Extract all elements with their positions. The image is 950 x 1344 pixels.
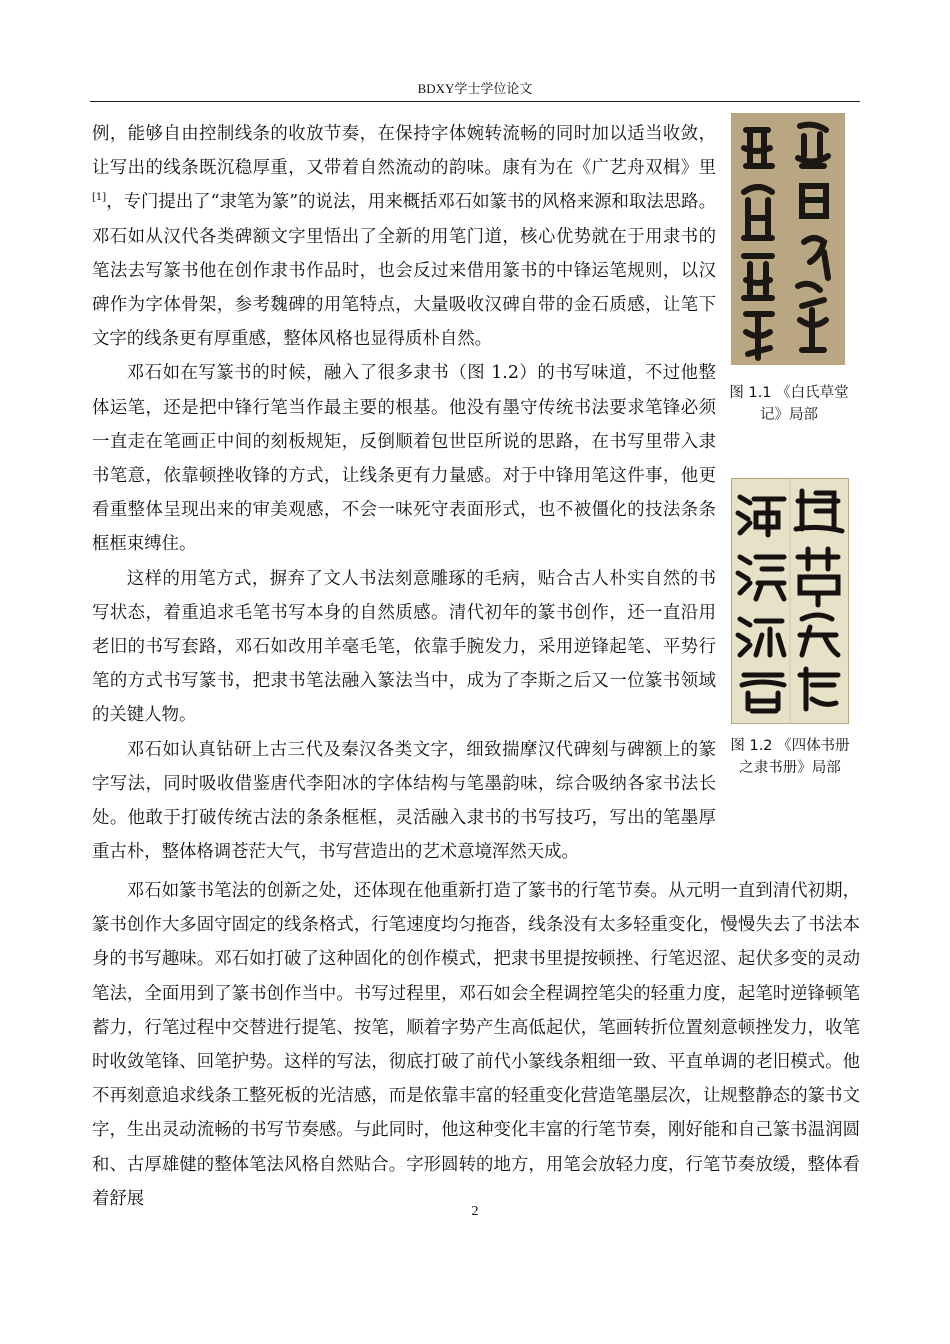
paragraph-4: 邓石如认真钻研上古三代及秦汉各类文字，细致揣摩汉代碑刻与碑额上的篆字写法，同时吸收借鉴唐代李阳冰的字体结构与笔墨韵味，综合吸纳各家书法长处。他敢于打破传统古法的条条框框，灵活融入隶书的书写技巧，写出的笔墨厚重古朴，整体格调苍茫大气，书写营造出的艺术意境浑然天成。 <box>92 739 716 863</box>
figure-1-2-calligraphy-image <box>731 478 849 724</box>
paragraph-2: 邓石如在写篆书的时候，融入了很多隶书（图 1.2）的书写味道，不过他整体运笔，还是把中锋行笔当作最主要的根基。他没有墨守传统书法要求笔锋必须一直走在笔画正中间的刻板规矩，反倒顺着包世臣所说的思路，在书写里带入隶书笔意，依靠顿挫收锋的方式，让线条更有力量感。对于中锋用笔这件事，他更看重整体呈现出来的审美观感，不会一味死守表面形式，也不被僵化的技法条条框框束缚住。 <box>92 363 716 555</box>
clerical-script-calligraphy-picture <box>732 479 848 723</box>
paragraph-5: 邓石如篆书笔法的创新之处，还体现在他重新打造了篆书的行笔节奏。从元明一直到清代初期，篆书创作大多固守固定的线条格式，行笔速度均匀拖沓，线条没有太多轻重变化，慢慢失去了书法本身的书写趣味。邓石如打破了这种固化的创作模式，把隶书里提按顿挫、行笔迟涩、起伏多变的灵动笔法，全面用到了篆书创作当中。书写过程里，邓石如会全程调控笔尖的轻重力度，起笔时逆锋顿笔蓄力，行笔过程中交替进行提笔、按笔，顺着字势产生高低起伏，笔画转折位置刻意顿挫发力，收笔时收敛笔锋、回笔护势。这样的写法，彻底打破了前代小篆线条粗细一致、平直单调的老旧模式。他不再刻意追求线条工整死板的光洁感，而是依靠丰富的轻重变化营造笔墨层次，让规整静态的篆书文字，生出灵动流畅的书写节奏感。与此同时，他这种变化丰富的行笔节奏，刚好能和自己篆书温润圆和、古厚雄健的整体笔法风格自然贴合。字形圆转的地方，用笔会放轻力度，行笔节奏放缓，整体看着舒展 <box>92 881 860 1209</box>
running-header: BDXY学士学位论文 <box>417 81 533 96</box>
figure-1-2-caption: 图 1.2 《四体书册之隶书册》局部 <box>730 738 850 776</box>
figure-1-1-caption: 图 1.1 《白氏草堂记》局部 <box>729 385 849 423</box>
wide-text-column <box>92 874 860 1216</box>
paragraph-3: 这样的用笔方式，摒弃了文人书法刻意雕琢的毛病，贴合古人朴实自然的书写状态，着重追求毛笔书写本身的自然质感。清代初年的篆书创作，还一直沿用老旧的书写套路，邓石如改用羊毫毛笔，依靠手腕发力，采用逆锋起笔、平势行笔的方式书写篆书，把隶书笔法融入篆法当中，成为了李斯之后又一位篆书领域的关键人物。 <box>92 568 716 726</box>
paragraph-1-text-a: 例，能够自由控制线条的收放节奏，在保持字体婉转流畅的同时加以适当收敛，让写出的线条既沉稳厚重，又带着自然流动的韵味。康有为在《广艺舟双楫》里 <box>92 124 716 179</box>
citation-ref-1[interactable]: [1] <box>92 192 107 204</box>
figure-1-1-calligraphy-image <box>731 113 845 365</box>
narrow-text-column <box>92 117 716 869</box>
paragraph-1 <box>92 117 716 356</box>
header-rule <box>90 101 860 102</box>
paragraph-1-text-b: ，专门提出了“隶笔为篆”的说法，用来概括邓石如篆书的风格来源和取法思路。邓石如从汉代各类碑额文字里悟出了全新的用笔门道，核心优势就在于用隶书的笔法去写篆书他在创作隶书作品时，也会反过来借用篆书的中锋运笔规则，以汉碑作为字体骨架，参考魏碑的用笔特点，大量吸收汉碑自带的金石质感，让笔下文字的线条更有厚重感，整体风格也显得质朴自然。 <box>92 192 716 350</box>
seal-script-calligraphy-picture <box>732 114 844 364</box>
page-number: 2 <box>471 1204 479 1219</box>
